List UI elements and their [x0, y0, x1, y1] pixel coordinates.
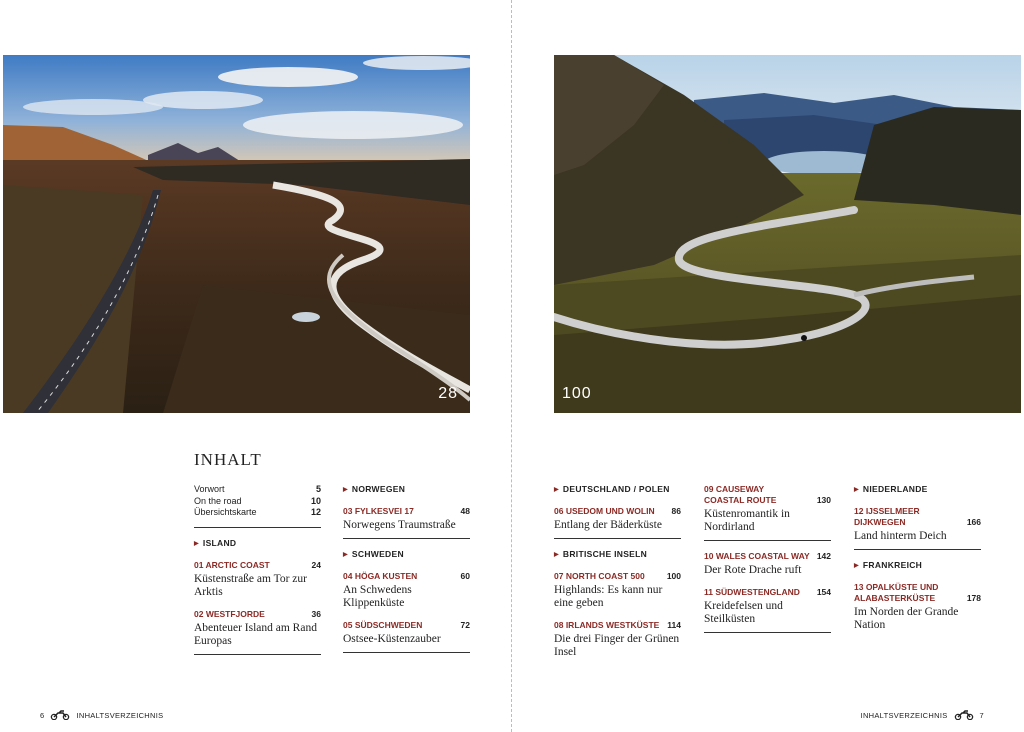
motorcycle-icon: [954, 710, 974, 720]
toc-entry[interactable]: 03 FYLKESVEI 17 48 Norwegens Traumstraße: [343, 506, 470, 531]
page-footer: [861, 710, 984, 720]
toc-entry[interactable]: 01 ARCTIC COAST 24 Küstenstraße am Tor zur Arktis: [194, 559, 321, 598]
country-heading: ▶ NIEDERLANDE: [854, 484, 981, 494]
toc-column-2: [343, 484, 470, 663]
divider: [554, 538, 681, 539]
footer-label: INHALTSVERZEICHNIS: [860, 710, 948, 720]
toc-entry[interactable]: 07 NORTH COAST 500 100 Highlands: Es kann nur eine geben: [554, 571, 681, 609]
divider: [854, 549, 981, 550]
toc-entry[interactable]: 02 WESTFJORDE 36 Abenteuer Island am Rand Europas: [194, 608, 321, 647]
divider: [704, 540, 831, 541]
divider: [194, 654, 321, 655]
country-heading: ▶ FRANKREICH: [854, 560, 981, 570]
iceland-road-photo: [3, 55, 470, 413]
toc-front-item[interactable]: On the road 10: [194, 495, 321, 506]
toc-column-2: [704, 484, 831, 643]
toc-entry[interactable]: 05 SÜDSCHWEDEN 72 Ostsee-Küstenzauber: [343, 620, 470, 645]
toc-entry[interactable]: 04 HÖGA KUSTEN 60 An Schwedens Klippenküste: [343, 571, 470, 609]
country-heading: ▶ NORWEGEN: [343, 484, 470, 494]
toc-entry[interactable]: 13 OPALKÜSTE UND ALABASTERKÜSTE 178 Im Norden der Grande Nation: [854, 582, 981, 631]
toc-entry[interactable]: 11 SÜDWESTENGLAND 154 Kreidefelsen und Steilküsten: [704, 587, 831, 625]
toc-entry[interactable]: 10 WALES COASTAL WAY 142 Der Rote Drache ruft: [704, 551, 831, 576]
country-heading: ▶ BRITISCHE INSELN: [554, 549, 681, 559]
country-heading: ▶ DEUTSCHLAND / POLEN: [554, 484, 681, 494]
toc-title: INHALT: [194, 450, 262, 469]
toc-entry[interactable]: 09 CAUSEWAY COASTAL ROUTE 130 Küstenromantik in Nordirland: [704, 484, 831, 533]
toc-front-item[interactable]: Vorwort 5: [194, 484, 321, 494]
divider: [343, 652, 470, 653]
toc-entry[interactable]: 08 IRLANDS WESTKÜSTE 114 Die drei Finger der Grünen Insel: [554, 620, 681, 658]
country-heading: ▶ SCHWEDEN: [343, 549, 470, 559]
right-page: [512, 0, 1024, 732]
toc-column-1: [194, 484, 321, 665]
motorcycle-icon: [50, 710, 70, 720]
scotland-pass-photo: [554, 55, 1021, 413]
photo-page-number: 100: [562, 385, 592, 402]
toc-entry[interactable]: 06 USEDOM UND WOLIN 86 Entlang der Bäderküste: [554, 506, 681, 531]
toc-column-1: [554, 484, 681, 669]
toc-entry[interactable]: 12 IJSSELMEER DIJKWEGEN 166 Land hinterm Deich: [854, 506, 981, 542]
footer-label: INHALTSVERZEICHNIS: [76, 710, 164, 720]
footer-page-number: 6: [40, 710, 45, 720]
country-heading: ▶ ISLAND: [194, 538, 321, 548]
footer-page-number: 7: [979, 710, 984, 720]
toc-front-item[interactable]: Übersichtskarte 12: [194, 507, 321, 517]
divider: [194, 527, 321, 528]
photo-page-number: 28: [438, 385, 458, 402]
page-footer: [40, 710, 163, 720]
divider: [704, 632, 831, 633]
toc-column-3: [854, 484, 981, 642]
divider: [343, 538, 470, 539]
